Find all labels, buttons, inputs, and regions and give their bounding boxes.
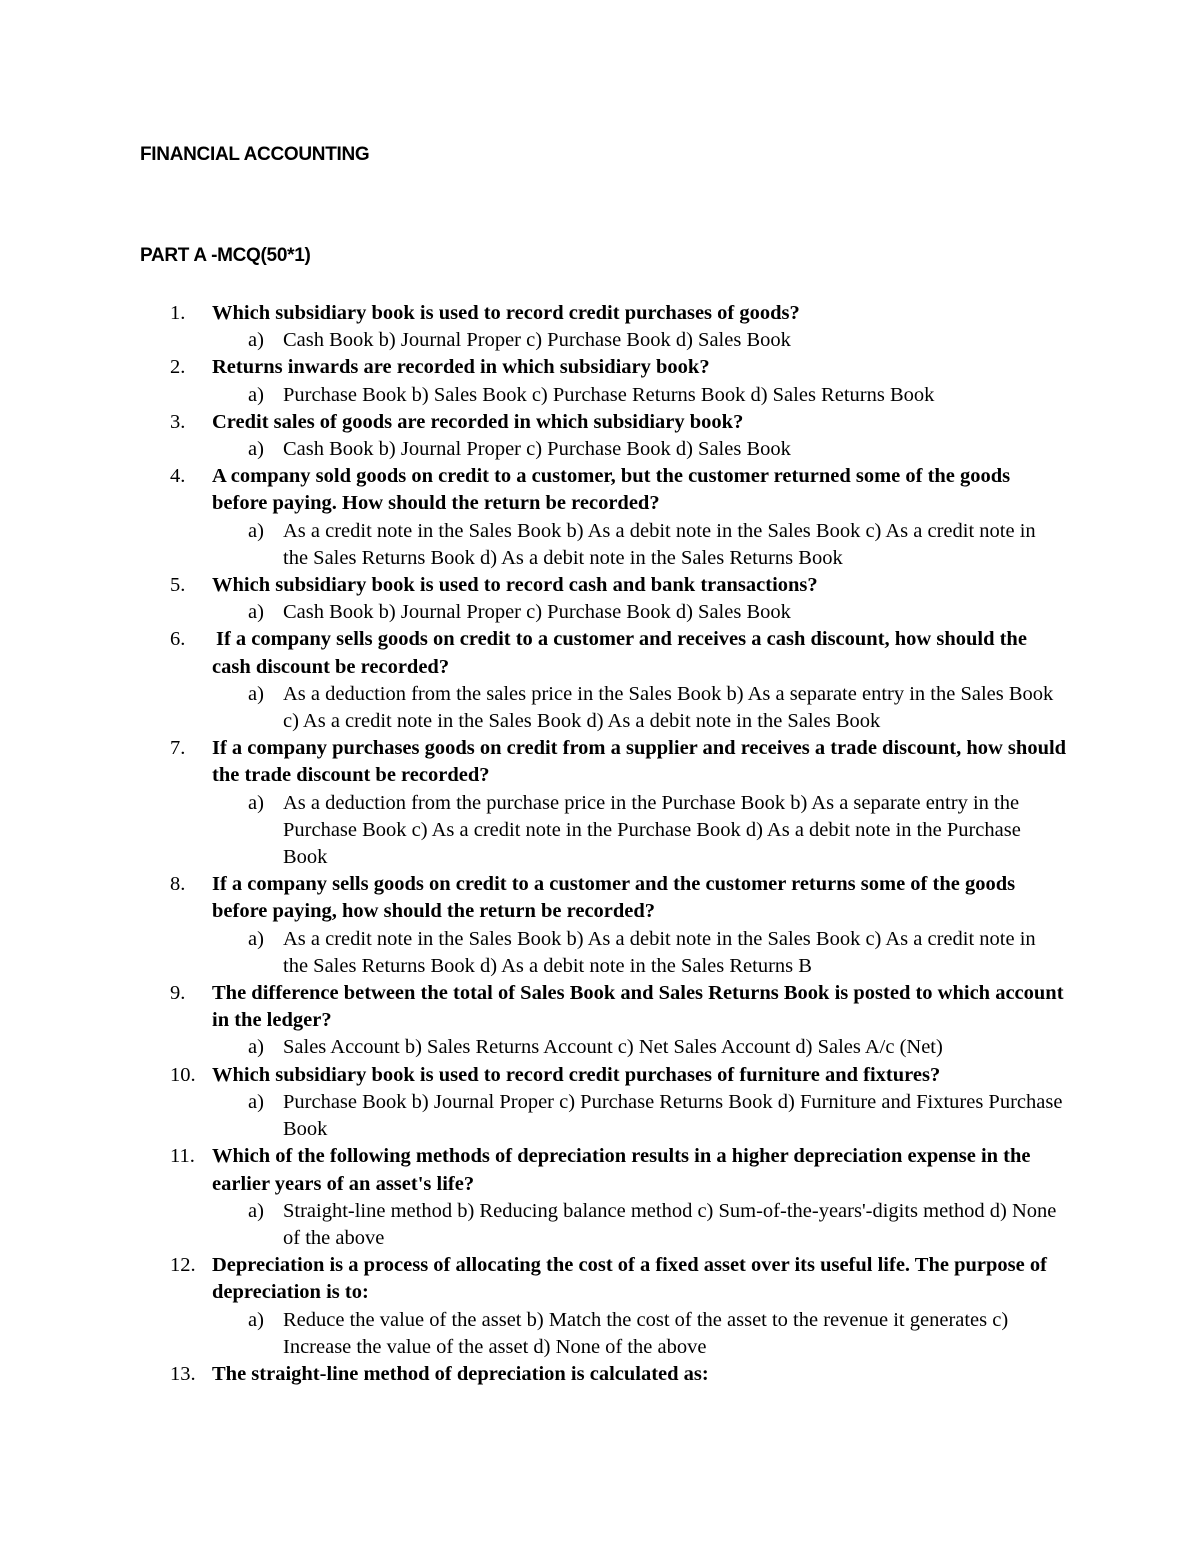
question-item xyxy=(0,735,1200,871)
option-letter: a) xyxy=(248,1036,264,1059)
question-number: 6. xyxy=(170,628,186,651)
question-text: If a company sells goods on credit to a customer and the customer returns some of the goods before paying, how should the return be recorded? xyxy=(212,873,1016,923)
options-text: Cash Book b) Journal Proper c) Purchase Book d) Sales Book xyxy=(283,438,791,461)
question-options xyxy=(0,926,1200,980)
question-number: 8. xyxy=(170,873,186,896)
question-number: 10. xyxy=(170,1063,196,1086)
question-item xyxy=(0,1361,1200,1388)
option-letter: a) xyxy=(248,927,264,950)
question-text: Which subsidiary book is used to record credit purchases of furniture and fixtures? xyxy=(212,1063,941,1086)
question-text: Which of the following methods of depreciation results in a higher depreciation expense in the earlier years of an asset's life? xyxy=(212,1145,1031,1195)
question-text: A company sold goods on credit to a customer, but the customer returned some of the goods before paying. How should the return be recorded? xyxy=(212,465,1011,515)
options-text: As a credit note in the Sales Book b) As a debit note in the Sales Book c) As a credit note in the Sales Returns Book d) As a debit note in the Sales Returns Book xyxy=(283,519,1036,569)
option-letter: a) xyxy=(248,1199,264,1222)
options-text: Cash Book b) Journal Proper c) Purchase Book d) Sales Book xyxy=(283,601,791,624)
option-letter: a) xyxy=(248,682,264,705)
question-options xyxy=(0,681,1200,735)
question-options xyxy=(0,599,1200,626)
question-text: If a company sells goods on credit to a customer and receives a cash discount, how should the cash discount be recorded? xyxy=(212,628,1027,678)
options-text: Cash Book b) Journal Proper c) Purchase Book d) Sales Book xyxy=(283,329,791,352)
question-options xyxy=(0,518,1200,572)
question-number: 13. xyxy=(170,1362,196,1385)
question-item xyxy=(0,409,1200,463)
question-text: The difference between the total of Sales Book and Sales Returns Book is posted to which account in the ledger? xyxy=(212,982,1064,1032)
question-number: 5. xyxy=(170,574,186,597)
options-text: Reduce the value of the asset b) Match the cost of the asset to the revenue it generates c) Increase the value of the asset d) None of the above xyxy=(283,1308,1009,1358)
question-options xyxy=(0,790,1200,872)
part-heading: PART A -MCQ(50*1) xyxy=(140,245,311,266)
question-number: 3. xyxy=(170,410,186,433)
question-item xyxy=(0,300,1200,354)
question-item xyxy=(0,1252,1200,1361)
question-text: If a company purchases goods on credit from a supplier and receives a trade discount, how should the trade discount be recorded? xyxy=(212,737,1067,787)
options-text: As a deduction from the purchase price in the Purchase Book b) As a separate entry in the Purchase Book c) As a credit note in the Purchase Book d) As a debit note in the Purchase Book xyxy=(283,791,1021,869)
options-text: As a deduction from the sales price in the Sales Book b) As a separate entry in the Sales Book c) As a credit note in the Sales Book d) As a debit note in the Sales Book xyxy=(283,682,1054,733)
question-text: Depreciation is a process of allocating the cost of a fixed asset over its useful life. The purpose of depreciation is to: xyxy=(212,1254,1047,1304)
options-text: Purchase Book b) Sales Book c) Purchase Returns Book d) Sales Returns Book xyxy=(283,383,935,406)
option-letter: a) xyxy=(248,1090,264,1113)
question-number: 7. xyxy=(170,737,186,760)
question-text: Credit sales of goods are recorded in which subsidiary book? xyxy=(212,410,744,433)
question-number: 9. xyxy=(170,982,186,1005)
option-letter: a) xyxy=(248,329,264,352)
option-letter: a) xyxy=(248,1308,264,1331)
option-letter: a) xyxy=(248,601,264,624)
question-options xyxy=(0,1089,1200,1143)
question-text: Which subsidiary book is used to record credit purchases of goods? xyxy=(212,302,800,324)
question-options xyxy=(0,1307,1200,1361)
option-letter: a) xyxy=(248,791,264,814)
question-item xyxy=(0,871,1200,980)
document-title: FINANCIAL ACCOUNTING xyxy=(140,144,370,165)
question-number: 4. xyxy=(170,465,186,488)
question-options xyxy=(0,436,1200,463)
question-options xyxy=(0,1034,1200,1061)
question-item xyxy=(0,980,1200,1062)
question-item xyxy=(0,1143,1200,1252)
option-letter: a) xyxy=(248,383,264,406)
question-options xyxy=(0,382,1200,409)
question-options xyxy=(0,1198,1200,1252)
options-text: As a credit note in the Sales Book b) As a debit note in the Sales Book c) As a credit note in the Sales Returns Book d) As a debit note in the Sales Returns B xyxy=(283,927,1036,977)
question-text: The straight-line method of depreciation is calculated as: xyxy=(212,1362,709,1385)
question-item xyxy=(0,354,1200,408)
options-text: Straight-line method b) Reducing balance method c) Sum-of-the-years'-digits method d) None of the above xyxy=(283,1199,1057,1249)
question-list xyxy=(0,300,1200,1388)
question-item xyxy=(0,463,1200,572)
question-number: 2. xyxy=(170,356,186,379)
options-text: Purchase Book b) Journal Proper c) Purchase Returns Book d) Furniture and Fixtures Purchase Book xyxy=(283,1090,1063,1141)
question-item xyxy=(0,1062,1200,1144)
question-item xyxy=(0,572,1200,626)
question-options xyxy=(0,327,1200,354)
option-letter: a) xyxy=(248,438,264,461)
options-text: Sales Account b) Sales Returns Account c) Net Sales Account d) Sales A/c (Net) xyxy=(283,1036,943,1059)
question-text: Returns inwards are recorded in which subsidiary book? xyxy=(212,356,710,379)
question-number: 12. xyxy=(170,1254,196,1277)
question-item xyxy=(0,626,1200,735)
option-letter: a) xyxy=(248,519,264,542)
question-number: 11. xyxy=(170,1145,195,1168)
question-text: Which subsidiary book is used to record cash and bank transactions? xyxy=(212,574,818,597)
question-number: 1. xyxy=(170,302,186,324)
